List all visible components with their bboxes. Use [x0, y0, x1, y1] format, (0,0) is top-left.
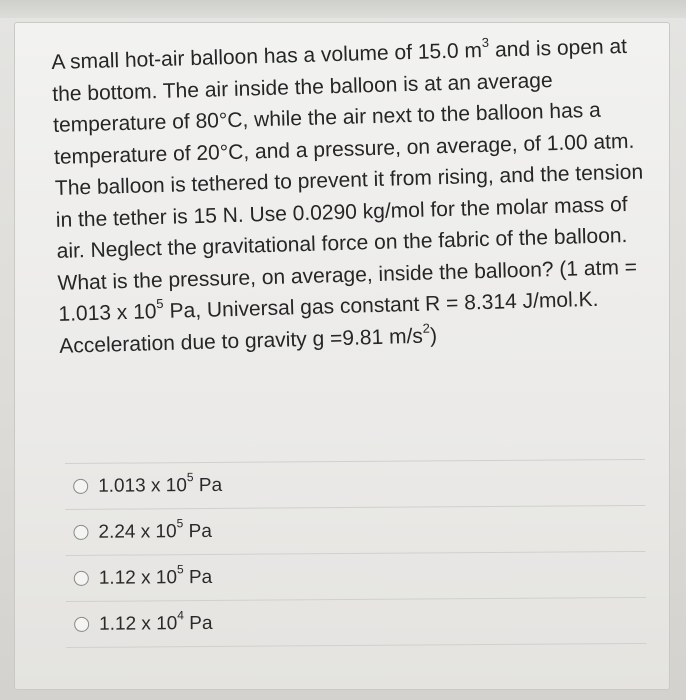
radio-button-icon[interactable] — [74, 571, 89, 586]
background-frame — [0, 0, 686, 18]
answer-option-2[interactable] — [65, 505, 645, 555]
question-text-part-3: Pa, Universal gas constant R = 8.314 J/mol.K. Acceleration due to gravity g =9.81 m/s — [59, 287, 599, 358]
atm-exponent: 5 — [156, 295, 164, 312]
option-unit: Pa — [183, 520, 212, 542]
answer-option-label — [98, 516, 212, 543]
answer-option-label — [98, 470, 223, 497]
option-exponent: 5 — [186, 470, 194, 485]
radio-button-icon[interactable] — [73, 525, 88, 540]
option-unit: Pa — [193, 474, 223, 496]
answer-options — [65, 459, 646, 648]
answer-option-label — [98, 562, 213, 589]
option-exponent: 5 — [176, 516, 184, 531]
option-base: 1.12 x 10 — [99, 612, 178, 635]
radio-button-icon[interactable] — [73, 479, 88, 494]
answer-option-1[interactable] — [65, 459, 645, 509]
gravity-exponent: 2 — [422, 320, 431, 336]
question-text-part-4: ) — [429, 323, 438, 348]
question-text — [51, 31, 650, 362]
volume-exponent: 3 — [481, 34, 490, 50]
answer-option-label — [99, 608, 213, 635]
option-unit: Pa — [183, 612, 213, 634]
option-base: 2.24 x 10 — [98, 520, 177, 543]
question-text-part-2: and is open at the bottom. The air inside the balloon is at an average temperature of 80°C, while the air next to the balloon has a temperature of 20°C, and a pressure, on average, of 1.00 atm. The balloon is tethered to prevent it from rising, and the tension in the tether is 15 N. Use 0.0290 kg/mol for the molar mass of air. Neglect the gravitational force on the fabric of the balloon. What is the pressure, on average, inside the balloon? (1 atm = 1.013 x 10 — [51, 34, 644, 326]
option-unit: Pa — [183, 566, 213, 588]
answer-option-3[interactable] — [66, 551, 646, 601]
option-exponent: 4 — [177, 608, 184, 623]
option-base: 1.12 x 10 — [98, 566, 178, 589]
option-exponent: 5 — [176, 562, 184, 577]
option-base: 1.013 x 10 — [98, 474, 187, 497]
question-text-part-1: A small hot-air balloon has a volume of 15.0 m — [51, 38, 483, 74]
answer-option-4[interactable] — [66, 597, 646, 647]
radio-button-icon[interactable] — [74, 617, 89, 632]
question-card — [14, 22, 670, 690]
